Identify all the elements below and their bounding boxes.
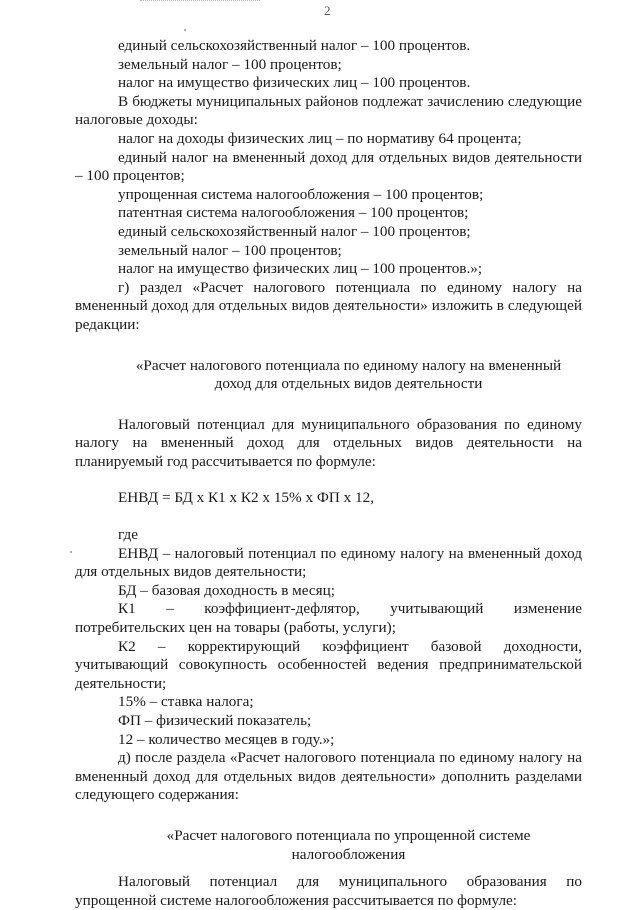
paragraph: д) после раздела «Расчет налогового потенциала по единому налогу на вмененный доход для отдельных видов деятельности» дополнить разделами следующего содержания: — [75, 749, 582, 804]
paragraph: единый сельскохозяйственный налог – 100 процентов; — [118, 222, 471, 240]
section-heading: «Расчет налогового потенциала по единому налогу на вмененный доход для отдельных видов деятельности — [135, 356, 562, 393]
section-heading: «Расчет налогового потенциала по упрощенной системе налогообложения — [166, 826, 531, 863]
paragraph: В бюджеты муниципальных районов подлежат зачислению следующие налоговые доходы: — [75, 92, 582, 129]
document-page — [75, 37, 582, 910]
paragraph: Налоговый потенциал для муниципального образования по упрощенной системе налогообложения рассчитывается по формуле: — [75, 873, 582, 909]
paragraph: единый налог на вмененный доход для отдельных видов деятельности – 100 процентов; — [75, 148, 582, 185]
paragraph: налог на доходы физических лиц – по нормативу 64 процента; — [118, 129, 522, 147]
page-number: 2 — [324, 3, 331, 18]
formula: ЕНВД = БД х К1 х К2 х 15% х ФП х 12, — [118, 489, 374, 507]
scan-artifact — [70, 551, 72, 553]
scan-artifact — [184, 29, 186, 31]
paragraph: Налоговый потенциал для муниципального образования по единому налогу на вмененный доход для отдельных видов деятельности на планируемый год рассчитывается по формуле: — [75, 415, 582, 470]
definition: ФП – физический показатель; — [118, 712, 312, 729]
definition: К2 – корректирующий коэффициент базовой доходности, учитывающий совокупность особенностей ведения предпринимательской деятельности; — [75, 637, 582, 692]
definition: К1 – коэффициент-дефлятор, учитывающий изменение потребительских цен на товары (работы, услуги); — [75, 600, 582, 637]
definition: ЕНВД – налоговый потенциал по единому налогу на вмененный доход для отдельных видов деятельности; — [75, 544, 582, 581]
paragraph: налог на имущество физических лиц – 100 процентов. — [118, 74, 471, 92]
paragraph: единый сельскохозяйственный налог – 100 процентов. — [118, 37, 471, 54]
paragraph: земельный налог – 100 процентов; — [118, 55, 342, 73]
definition: 15% – ставка налога; — [118, 693, 254, 711]
where-label: где — [118, 526, 138, 544]
scan-artifact — [140, 0, 260, 2]
definition: 12 – количество месяцев в году.»; — [118, 730, 335, 748]
definition: БД – базовая доходность в месяц; — [118, 581, 335, 599]
paragraph: налог на имущество физических лиц – 100 процентов.»; — [118, 260, 483, 278]
paragraph: г) раздел «Расчет налогового потенциала по единому налогу на вмененный доход для отдельных видов деятельности» изложить в следующей редакции: — [75, 278, 582, 333]
paragraph: патентная система налогообложения – 100 процентов; — [118, 204, 469, 222]
paragraph: земельный налог – 100 процентов; — [118, 241, 342, 259]
paragraph: упрощенная система налогообложения – 100 процентов; — [118, 185, 484, 203]
